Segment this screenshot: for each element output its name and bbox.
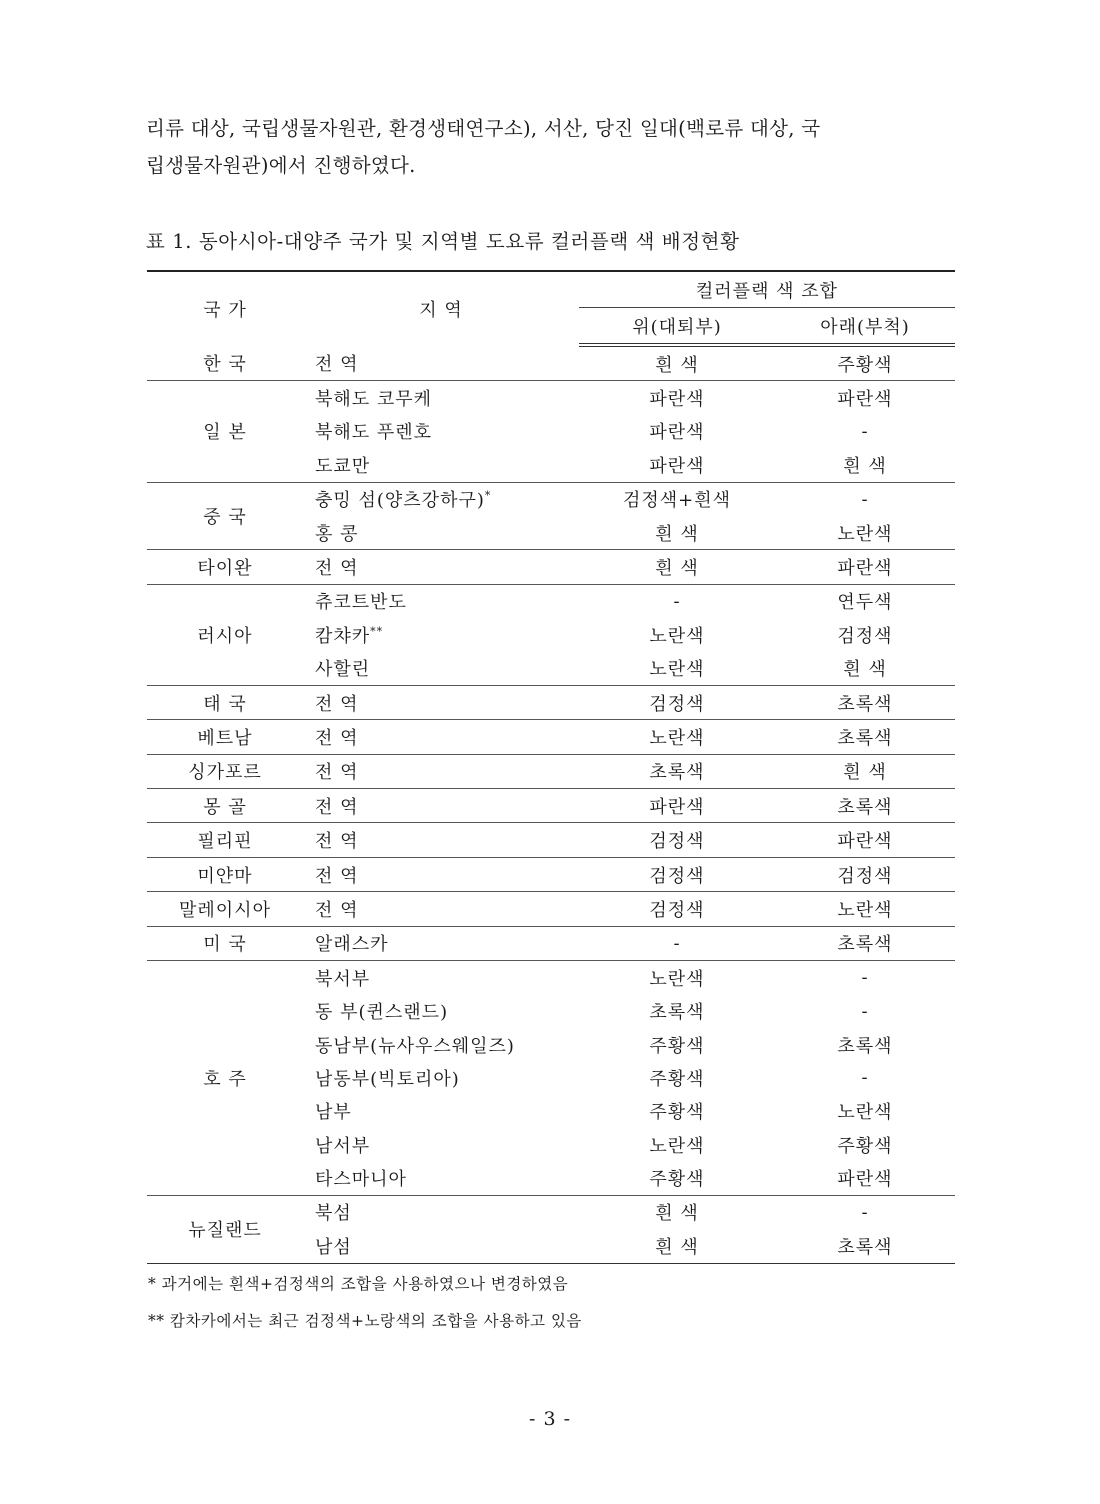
region-cell: 전 역 xyxy=(303,823,579,857)
region-cell: 남서부 xyxy=(315,1135,371,1157)
region-cell: 전 역 xyxy=(303,685,579,719)
table-row xyxy=(147,961,955,995)
region-cell: 동 부(퀸스랜드) xyxy=(315,1002,449,1024)
table-row xyxy=(147,584,955,618)
region-cell: 전 역 xyxy=(303,720,579,754)
upper-color-cell: 흰 색 xyxy=(579,516,775,550)
table-row xyxy=(147,823,955,857)
lower-color-cell: 초록색 xyxy=(775,1229,955,1263)
table-row xyxy=(147,1195,955,1229)
region-cell: 남섬 xyxy=(303,1229,579,1263)
region-cell: 츄코트반도 xyxy=(315,592,407,614)
region-cell: 전 역 xyxy=(303,550,579,584)
table-row xyxy=(147,381,955,415)
table-row xyxy=(147,345,955,381)
paragraph-line-1: 리류 대상, 국립생물자원관, 환경생태연구소), 서산, 당진 일대(백로류 대상, 국 xyxy=(146,117,821,140)
footnote-marker: ** xyxy=(370,624,384,638)
upper-color-cell: - xyxy=(673,590,681,612)
lower-color-cell: 초록색 xyxy=(775,720,955,754)
upper-color-cell: 파란색 xyxy=(579,789,775,823)
upper-color-cell: 주황색 xyxy=(649,1035,705,1057)
country-cell: 말레이시아 xyxy=(147,892,303,926)
upper-color-cell: 주황색 xyxy=(649,1068,705,1090)
header-lower: 아래(부척) xyxy=(775,308,955,346)
table-row xyxy=(147,550,955,584)
header-region: 지 역 xyxy=(419,299,463,321)
lower-color-cell: 초록색 xyxy=(837,1035,893,1057)
upper-color-cell: 흰 색 xyxy=(579,1229,775,1263)
country-cell: 미 국 xyxy=(147,926,303,960)
region-cell: 홍 콩 xyxy=(303,516,579,550)
lower-color-cell: 초록색 xyxy=(775,685,955,719)
lower-color-cell: - xyxy=(861,967,869,989)
country-cell: 한 국 xyxy=(147,345,303,381)
lower-color-cell: 파란색 xyxy=(775,1161,955,1195)
table-caption: 표 1. 동아시아-대양주 국가 및 지역별 도요류 컬러플랙 색 배정현황 xyxy=(146,230,740,253)
region-cell: 타스마니아 xyxy=(303,1161,579,1195)
upper-color-cell: 주황색 xyxy=(649,1102,705,1124)
upper-color-cell: 파란색 xyxy=(649,389,705,411)
country-cell: 타이완 xyxy=(147,550,303,584)
region-cell: 동남부(뉴사우스웨일즈) xyxy=(315,1035,515,1057)
country-cell: 몽 골 xyxy=(147,789,303,823)
footnote-marker: * xyxy=(484,489,492,503)
region-cell: 알래스카 xyxy=(303,926,579,960)
lower-color-cell: 검정색 xyxy=(837,625,893,647)
lower-color-cell: 주황색 xyxy=(775,345,955,381)
upper-color-cell: 노란색 xyxy=(579,720,775,754)
lower-color-cell: 주황색 xyxy=(837,1135,893,1157)
region-cell: 전 역 xyxy=(303,754,579,788)
lower-color-cell: - xyxy=(861,1201,869,1223)
lower-color-cell: 파란색 xyxy=(775,550,955,584)
upper-color-cell: 노란색 xyxy=(649,1135,705,1157)
table-row xyxy=(147,754,955,788)
lower-color-cell: - xyxy=(861,420,869,442)
footnote-2: ** 캄차카에서는 최근 검정색+노랑색의 조합을 사용하고 있음 xyxy=(148,1312,582,1330)
body-paragraph xyxy=(146,110,958,184)
country-cell: 뉴질랜드 xyxy=(147,1195,303,1263)
upper-color-cell: 노란색 xyxy=(649,968,705,990)
lower-color-cell: 초록색 xyxy=(775,789,955,823)
region-cell: 남동부(빅토리아) xyxy=(315,1068,460,1090)
table-row xyxy=(147,926,955,960)
page-number: - 3 - xyxy=(528,1408,571,1430)
region-cell: 전 역 xyxy=(303,892,579,926)
lower-color-cell: - xyxy=(861,1067,869,1089)
region-cell xyxy=(303,618,579,651)
lower-color-cell: 검정색 xyxy=(775,857,955,891)
upper-color-cell: 초록색 xyxy=(579,754,775,788)
country-cell: 일 본 xyxy=(147,381,303,482)
header-combo: 컬러플랙 색 조합 xyxy=(579,271,955,308)
country-cell: 미얀마 xyxy=(147,857,303,891)
country-cell: 중 국 xyxy=(147,482,303,550)
country-cell: 필리핀 xyxy=(147,823,303,857)
country-cell: 싱가포르 xyxy=(147,754,303,788)
lower-color-cell: 노란색 xyxy=(837,1102,893,1124)
region-cell: 전 역 xyxy=(303,789,579,823)
region-cell: 북섬 xyxy=(315,1203,352,1225)
country-cell: 러시아 xyxy=(147,584,303,685)
upper-color-cell: 파란색 xyxy=(649,422,705,444)
upper-color-cell: 초록색 xyxy=(649,1002,705,1024)
paragraph-line-2: 립생물자원관)에서 진행하였다. xyxy=(146,154,416,177)
table-row xyxy=(147,482,955,516)
region-cell: 북해도 코무케 xyxy=(315,389,433,411)
header-upper: 위(대퇴부) xyxy=(579,308,775,346)
upper-color-cell: - xyxy=(579,926,775,960)
header-country: 국 가 xyxy=(203,299,247,321)
upper-color-cell: 주황색 xyxy=(579,1161,775,1195)
region-cell: 전 역 xyxy=(303,345,579,381)
country-cell: 베트남 xyxy=(147,720,303,754)
region-cell: 북해도 푸렌호 xyxy=(315,422,433,444)
upper-color-cell: 흰 색 xyxy=(579,345,775,381)
upper-color-cell: 검정색 xyxy=(579,823,775,857)
table-row xyxy=(147,685,955,719)
lower-color-cell: 흰 색 xyxy=(775,652,955,686)
upper-color-cell: 노란색 xyxy=(649,625,705,647)
lower-color-cell: - xyxy=(861,1000,869,1022)
region-cell: 북서부 xyxy=(315,968,371,990)
region-cell xyxy=(303,482,579,516)
country-cell: 호 주 xyxy=(147,961,303,1196)
lower-color-cell: 흰 색 xyxy=(775,448,955,482)
upper-color-cell: 검정색+흰색 xyxy=(622,490,732,512)
upper-color-cell: 파란색 xyxy=(579,448,775,482)
upper-color-cell: 노란색 xyxy=(579,652,775,686)
region-cell: 사할린 xyxy=(303,652,579,686)
upper-color-cell: 흰 색 xyxy=(579,550,775,584)
table-row xyxy=(147,857,955,891)
lower-color-cell: 초록색 xyxy=(775,926,955,960)
upper-color-cell: 검정색 xyxy=(579,892,775,926)
lower-color-cell: - xyxy=(861,488,869,510)
region-cell: 전 역 xyxy=(303,857,579,891)
lower-color-cell: 파란색 xyxy=(837,389,893,411)
lower-color-cell: 노란색 xyxy=(775,892,955,926)
table-row xyxy=(147,720,955,754)
lower-color-cell: 연두색 xyxy=(837,592,893,614)
region-cell: 도쿄만 xyxy=(303,448,579,482)
country-cell: 태 국 xyxy=(147,685,303,719)
colorflag-table xyxy=(147,270,955,1264)
footnote-1: * 과거에는 흰색+검정색의 조합을 사용하였으나 변경하였음 xyxy=(148,1275,569,1293)
upper-color-cell: 검정색 xyxy=(579,857,775,891)
lower-color-cell: 파란색 xyxy=(775,823,955,857)
region-cell: 남부 xyxy=(315,1102,352,1124)
upper-color-cell: 검정색 xyxy=(579,685,775,719)
table-row xyxy=(147,892,955,926)
upper-color-cell: 흰 색 xyxy=(655,1203,699,1225)
lower-color-cell: 노란색 xyxy=(775,516,955,550)
table-row xyxy=(147,789,955,823)
region-text: 캄챠카 xyxy=(315,625,371,647)
region-text: 충밍 섬(양츠강하구) xyxy=(315,490,485,512)
lower-color-cell: 흰 색 xyxy=(775,754,955,788)
